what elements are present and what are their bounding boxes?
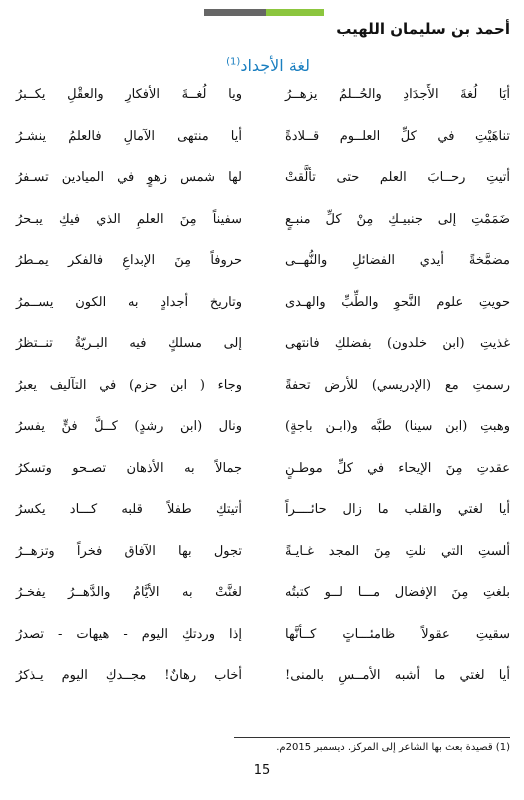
verse-second-hemistich: ونال (ابن رشدٍ) كــلَّ فنٍّ يفسرُ bbox=[16, 419, 242, 434]
verse-first-hemistich: رسمتِ مع (الإدريسي) للأرض تحفةً bbox=[285, 377, 510, 393]
verse-second-hemistich: ويا لُغــةَ الأفكارِ والعقْلِ يكــبرُ bbox=[16, 87, 242, 102]
verse-row bbox=[0, 458, 524, 488]
verse-second-hemistich: أتيتكِ طفلاً قلبه كـــاد يكسرُ bbox=[16, 502, 242, 517]
verse-second-hemistich: لها شمس زهوٍ في الميادين تسـفرُ bbox=[16, 170, 242, 185]
verse-first-hemistich: أيَا لُغةَ الأَجدَادِ والحُــلمُ يزهــرُ bbox=[285, 87, 510, 102]
verse-row bbox=[0, 250, 524, 280]
footnote-separator bbox=[234, 737, 510, 738]
verse-second-hemistich: جمالاً به الأذهان تصـحو وتسكرُ bbox=[16, 460, 242, 476]
page-number: 15 bbox=[253, 763, 271, 778]
verse-first-hemistich: حويتِ علوم النَّحوِ والطِّبِّ والهـدى bbox=[285, 294, 510, 310]
verse-second-hemistich: أخاب رهانٌ! مجــدكِ اليوم يـذكرُ bbox=[16, 668, 242, 683]
verse-first-hemistich: ضَمَمْتِ إلى جنبيـكِ مِنْ كلِّ منبـعٍ bbox=[285, 211, 510, 227]
header-bar-green bbox=[266, 9, 324, 16]
verse-second-hemistich: حروفاً مِنَ الإبداعِ فالفكر يمـطرُ bbox=[16, 253, 242, 268]
verse-first-hemistich: أيا لغتي والقلب ما زال حائــــراً bbox=[285, 502, 510, 517]
verse-row bbox=[0, 292, 524, 322]
poem-title bbox=[226, 56, 310, 75]
verse-row bbox=[0, 624, 524, 654]
verse-first-hemistich: بلغتِ مِنَ الإفضال مـــا لــو كتبتُه bbox=[285, 585, 510, 600]
author-name: أحمد بن سليمان اللهيب bbox=[336, 20, 510, 38]
verse-first-hemistich: أيا لغتي ما أشبه الأمــسِ بالمنى! bbox=[285, 668, 510, 683]
verse-row bbox=[0, 541, 524, 571]
footnote: (1) قصيدة بعث بها الشاعر إلى المركز. ديسمبر 2015م. bbox=[276, 742, 510, 753]
verse-second-hemistich: إلى مسلكٍ فيه البـريّةُ تنــتظرُ bbox=[16, 336, 242, 351]
verse-row bbox=[0, 84, 524, 114]
verse-first-hemistich: أتيتِ رحــابَ العلم حتى تألَّقتْ bbox=[285, 170, 510, 185]
verse-second-hemistich: إذا وردتكِ اليوم - هيهات - تصدرُ bbox=[16, 626, 242, 642]
verse-first-hemistich: تناهَيْتِ في كلِّ العلــوم قــلادةً bbox=[285, 128, 510, 144]
verse-second-hemistich: أيا منتهى الآمالِ فالعلمُ ينشـرُ bbox=[16, 128, 242, 144]
verse-row bbox=[0, 582, 524, 612]
poem-title-text: لغة الأجداد bbox=[240, 56, 310, 75]
verse-first-hemistich: ألستِ التي نلتِ مِنَ المجد غـايـةً bbox=[285, 543, 510, 559]
poem-title-footnote-ref: (1) bbox=[226, 56, 241, 68]
verse-second-hemistich: وتاريخ أجدادٍ به الكون يســمرُ bbox=[16, 294, 242, 310]
verse-row bbox=[0, 665, 524, 695]
verse-first-hemistich: عقدتِ مِنَ الإيحاء في كلِّ موطـنٍ bbox=[285, 460, 510, 476]
verse-row bbox=[0, 375, 524, 405]
verse-first-hemistich: وهبتِ (ابن سينا) طبَّه و(ابـن باجةٍ) bbox=[285, 419, 510, 434]
verse-second-hemistich: وجاء ( ابن حزم) في التآليف يعبرُ bbox=[16, 377, 242, 393]
verse-second-hemistich: تجول بها الآفاق فخراً وتزهــرُ bbox=[16, 543, 242, 559]
verse-row bbox=[0, 209, 524, 239]
verse-row bbox=[0, 126, 524, 156]
verse-first-hemistich: غذيتِ (ابن خلدون) بفضلكِ فانتهى bbox=[285, 336, 510, 351]
verse-second-hemistich: سفيناً مِنَ العلمِ الذي فيكِ يبـحرُ bbox=[16, 211, 242, 227]
verse-row bbox=[0, 416, 524, 446]
verse-row bbox=[0, 167, 524, 197]
header-bar-gray bbox=[204, 9, 266, 16]
verse-first-hemistich: مضمَّخةً أيدي الفضائلِ والنُّهــى bbox=[285, 253, 510, 268]
verse-first-hemistich: سقيتِ عقولاً ظامئـــاتٍ كــأنَّها bbox=[285, 626, 510, 642]
verse-second-hemistich: لغنَّتْ به الأيَّامُ والدَّهــرُ يفخـرُ bbox=[16, 585, 242, 600]
verse-row bbox=[0, 333, 524, 363]
verse-row bbox=[0, 499, 524, 529]
